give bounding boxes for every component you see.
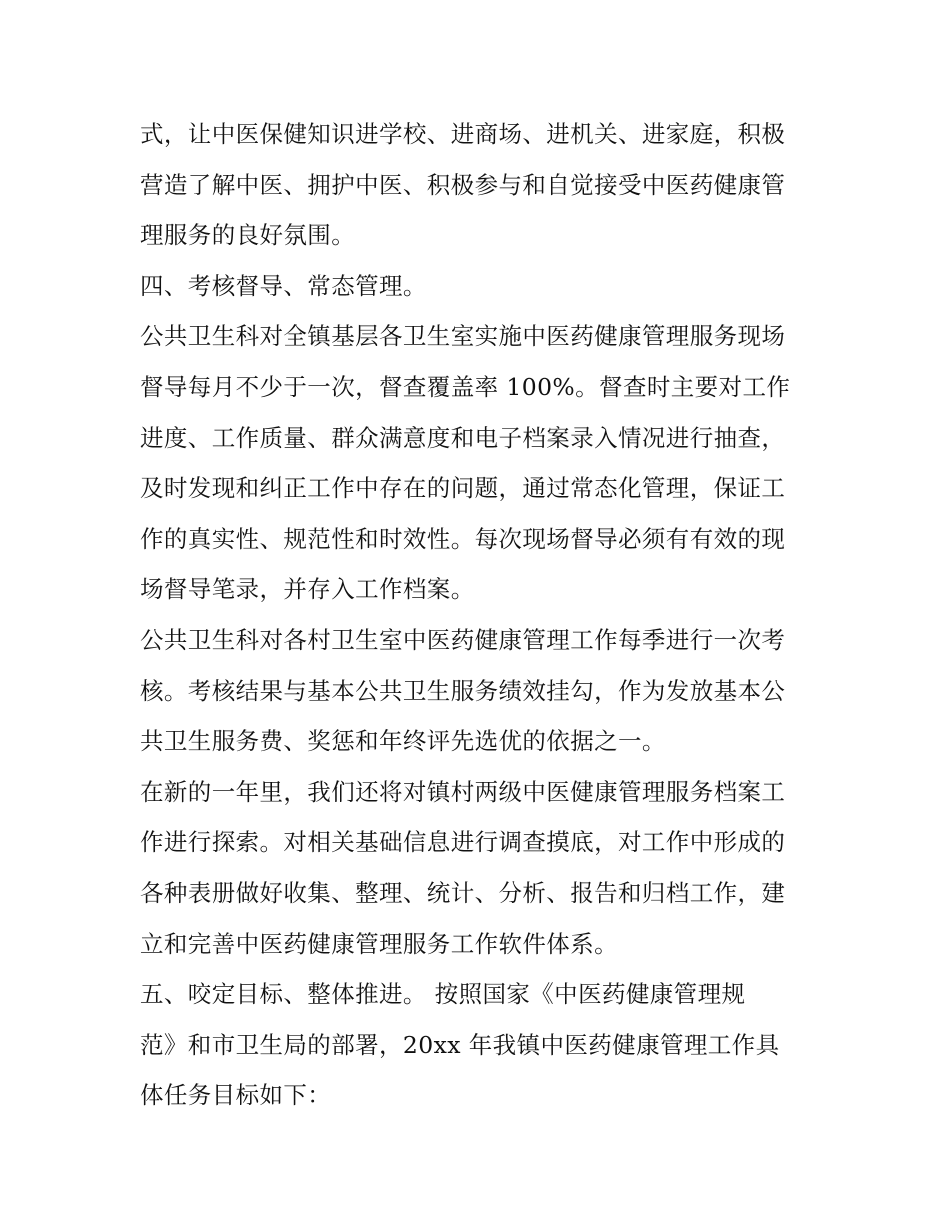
text-line: 营造了解中医、拥护中医、积极参与和自觉接受中医药健康管: [140, 170, 786, 199]
text-line: 理服务的良好氛围。: [140, 221, 356, 250]
text-line: 公共卫生科对全镇基层各卫生室实施中医药健康管理服务现场: [140, 322, 786, 351]
text-line: 共卫生服务费、奖惩和年终评先选优的依据之一。: [140, 727, 666, 756]
text-line: 核。考核结果与基本公共卫生服务绩效挂勾，作为发放基本公: [140, 676, 786, 705]
text-line: 及时发现和纠正工作中存在的问题，通过常态化管理，保证工: [140, 474, 786, 503]
section-heading: 四、考核督导、常态管理。: [140, 271, 427, 300]
text-line: 作进行探索。对相关基础信息进行调查摸底，对工作中形成的: [140, 828, 786, 857]
text-line: 在新的一年里，我们还将对镇村两级中医健康管理服务档案工: [140, 777, 786, 806]
text-line: 体任务目标如下：: [140, 1081, 332, 1110]
text-line: 式，让中医保健知识进学校、进商场、进机关、进家庭，积极: [140, 120, 786, 148]
text-line: 督导每月不少于一次，督查覆盖率 100%。督查时主要对工作: [140, 372, 791, 401]
text-line: 进度、工作质量、群众满意度和电子档案录入情况进行抽查，: [140, 423, 786, 452]
text-line: 各种表册做好收集、整理、统计、分析、报告和归档工作，建: [140, 878, 786, 907]
section-heading: 五、咬定目标、整体推进。 按照国家《中医药健康管理规: [140, 980, 746, 1009]
document-body: [140, 109, 815, 1121]
text-line: 范》和市卫生局的部署，20xx 年我镇中医药健康管理工作具: [140, 1030, 780, 1059]
text-line: 公共卫生科对各村卫生室中医药健康管理工作每季进行一次考: [140, 625, 786, 654]
text-line: 场督导笔录，并存入工作档案。: [140, 575, 475, 604]
text-line: 作的真实性、规范性和时效性。每次现场督导必须有有效的现: [140, 524, 786, 553]
text-line: 立和完善中医药健康管理服务工作软件体系。: [140, 929, 618, 958]
